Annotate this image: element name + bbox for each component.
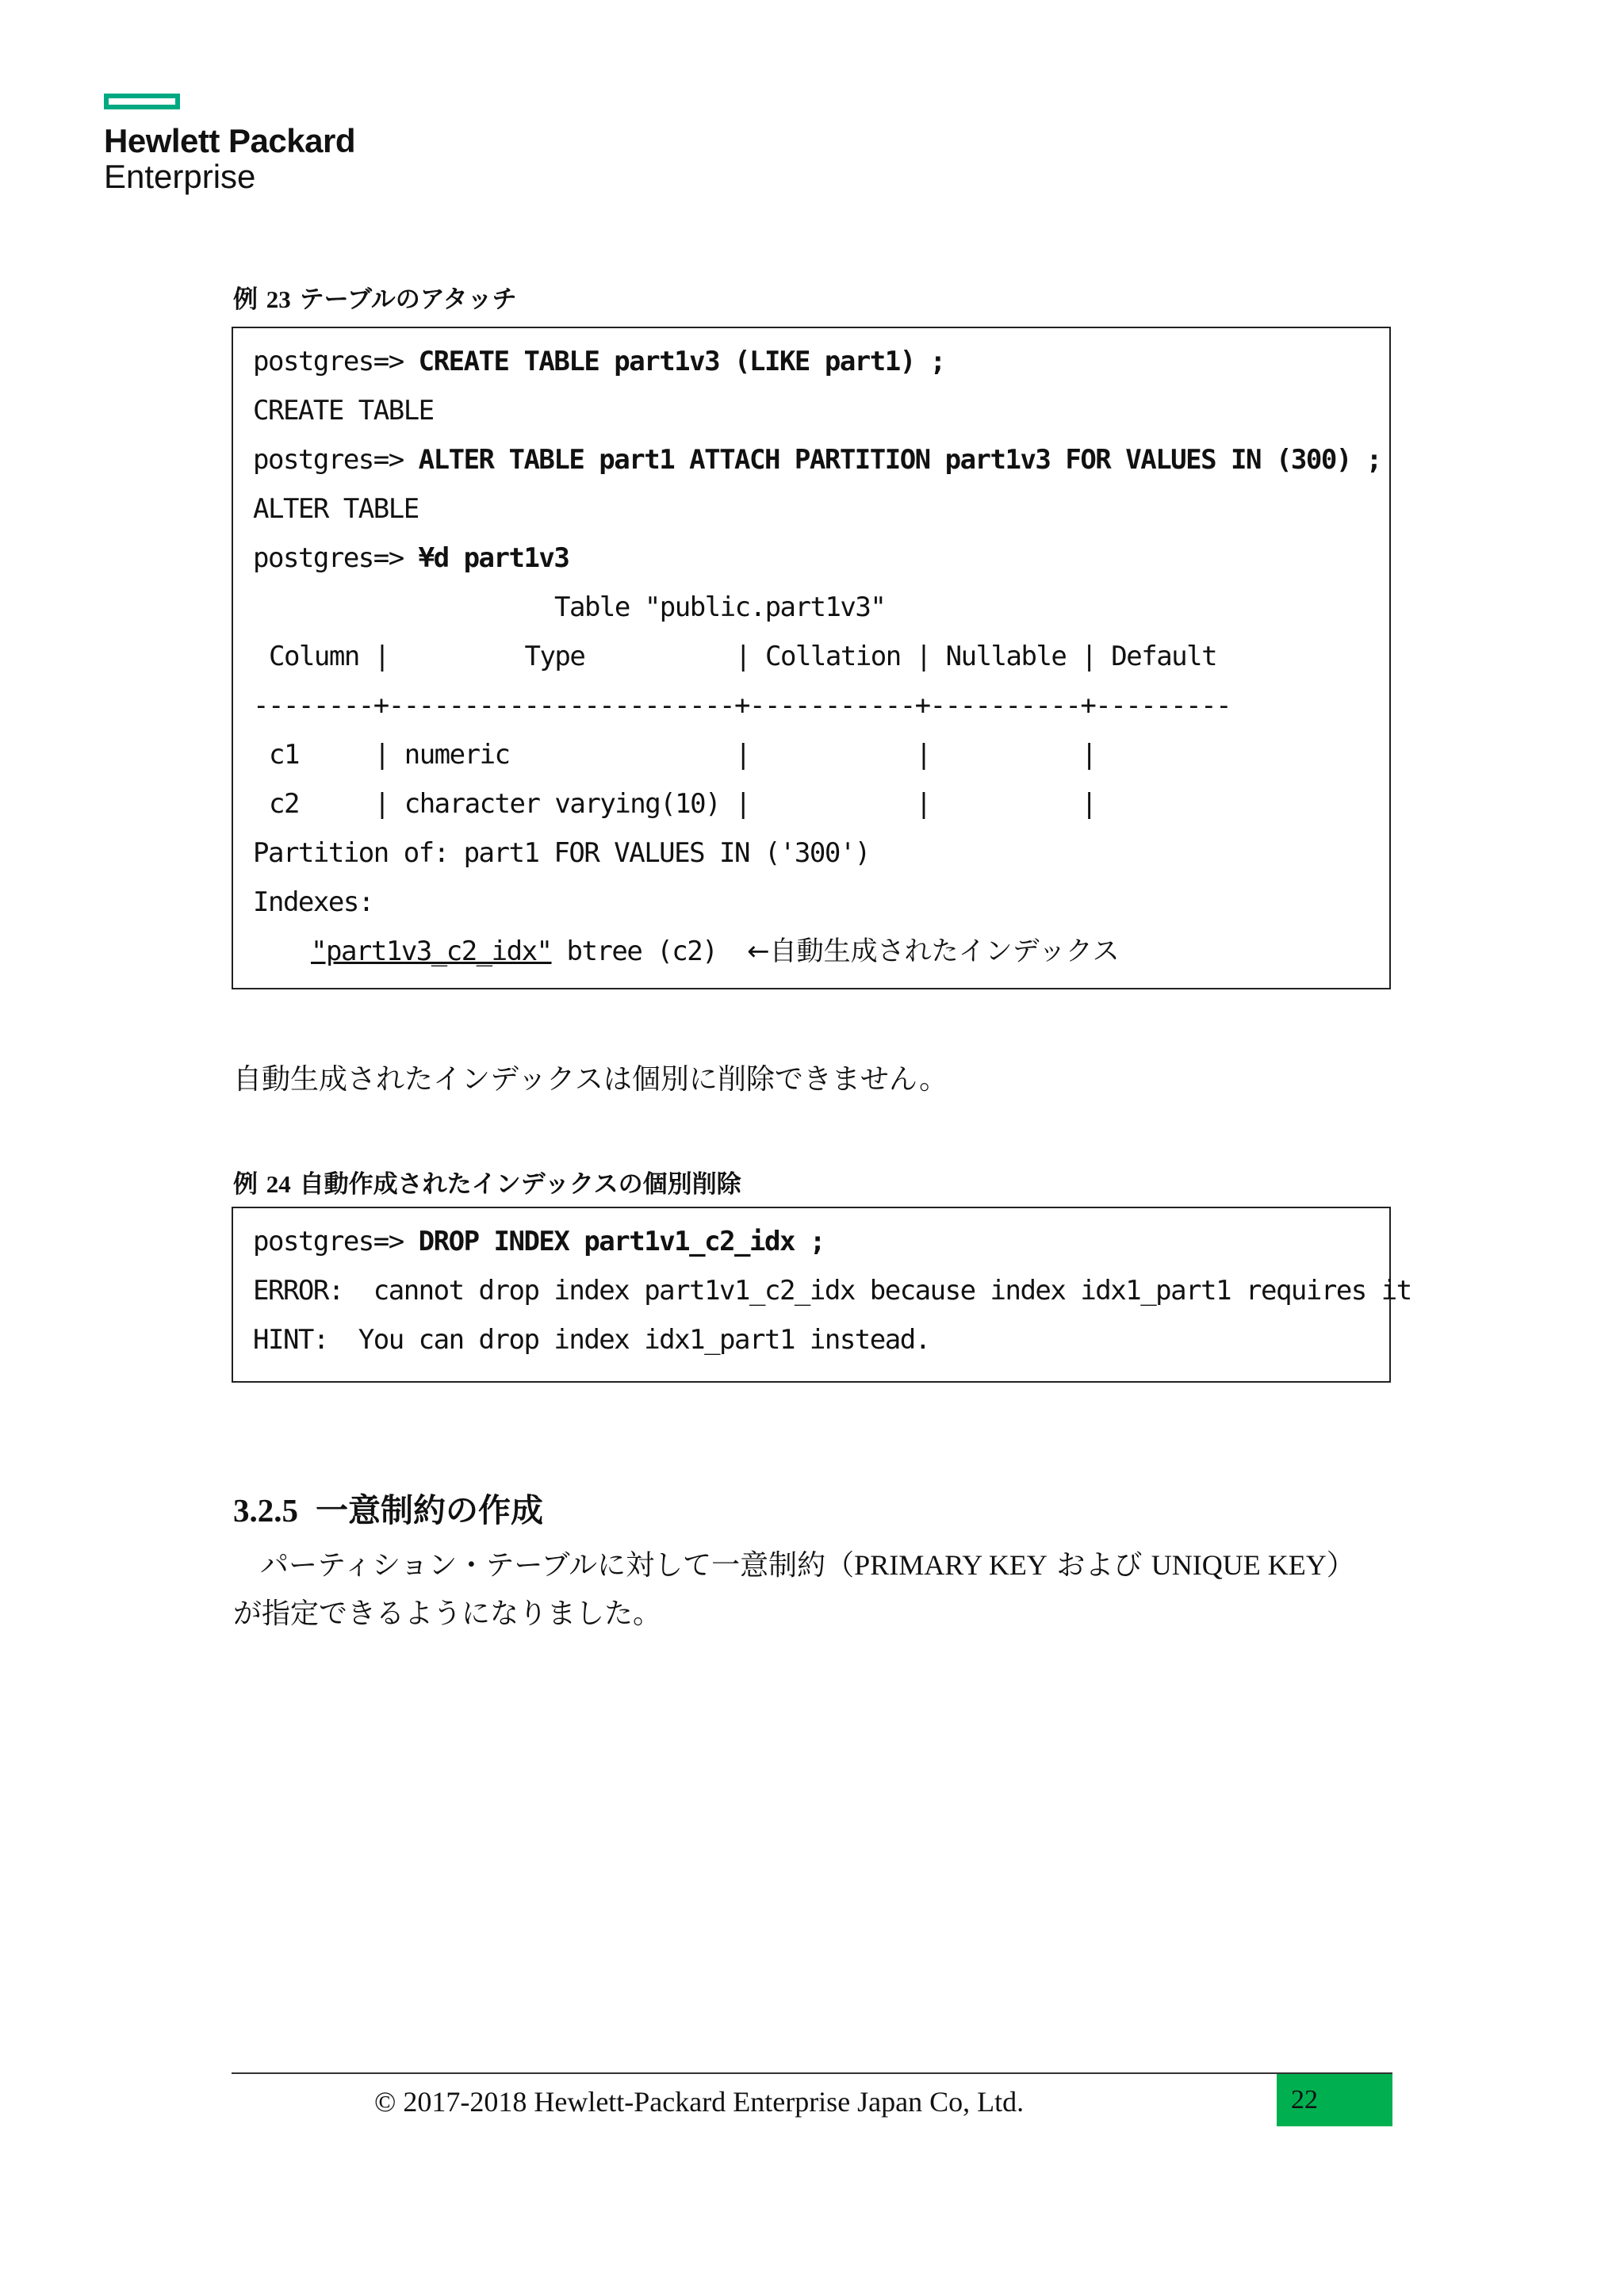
code-line: postgres=> DROP INDEX part1v1_c2_idx ;	[253, 1226, 825, 1257]
caption-number: 23	[266, 285, 291, 313]
caption-number: 24	[266, 1170, 291, 1198]
hpe-logo	[104, 94, 355, 195]
error-line: ERROR: cannot drop index part1v1_c2_idx because index idx1_part1 requires it	[253, 1275, 1411, 1307]
index-name: "part1v3_c2_idx"	[311, 936, 552, 967]
table-title-line: Table "public.part1v3"	[554, 591, 886, 623]
section-title: 一意制約の作成	[316, 1491, 543, 1529]
logo-text-line1: Hewlett Packard	[104, 122, 355, 159]
hint-line: HINT: You can drop index idx1_part1 instead.	[253, 1324, 930, 1356]
index-note: ←自動生成されたインデックス	[747, 936, 1120, 967]
caption-label: 例	[233, 285, 258, 314]
body-paragraph: 自動生成されたインデックスは個別に削除できません。	[233, 1063, 948, 1096]
page-number-box	[1277, 2074, 1392, 2126]
caption-title: 自動作成されたインデックスの個別削除	[299, 1170, 741, 1199]
code-line: Partition of: part1 FOR VALUES IN ('300')	[253, 837, 870, 869]
table-row: c2 | character varying(10) | | |	[269, 788, 1097, 820]
code-line: Indexes:	[253, 886, 373, 918]
code-line: postgres=> ALTER TABLE part1 ATTACH PARTITION part1v3 FOR VALUES IN (300) ;	[253, 444, 1381, 476]
code-line: postgres=> ¥d part1v3	[253, 542, 569, 574]
example-24-code-box	[232, 1207, 1411, 1383]
index-line: "part1v3_c2_idx" btree (c2) ←自動生成されたインデックス	[311, 936, 1120, 967]
code-line: postgres=> CREATE TABLE part1v3 (LIKE part1) ;	[253, 346, 945, 377]
table-separator-line: --------+-----------------------+-----------+----------+---------	[253, 690, 1231, 721]
example-24-caption	[233, 1164, 741, 1200]
caption-title: テーブルのアタッチ	[299, 285, 517, 314]
logo-bar-icon	[104, 94, 180, 109]
section-paragraph-line1: パーティション・テーブルに対して一意制約（PRIMARY KEY および UNIQUE KEY）	[260, 1549, 1355, 1582]
example-23-caption	[233, 279, 517, 315]
caption-label: 例	[233, 1170, 258, 1199]
footer-divider	[232, 2072, 1392, 2074]
example-23-code-box	[232, 327, 1391, 989]
section-paragraph-line2: が指定できるようになりました。	[233, 1598, 662, 1630]
code-line: CREATE TABLE	[253, 395, 434, 427]
table-header-line: Column | Type | Collation | Nullable | Default	[269, 641, 1217, 672]
page-number: 22	[1291, 2085, 1318, 2114]
section-number: 3.2.5	[233, 1492, 298, 1529]
logo-text-line2: Enterprise	[104, 158, 256, 195]
code-line: ALTER TABLE	[253, 493, 419, 525]
footer-copyright: © 2017-2018 Hewlett-Packard Enterprise Japan Co, Ltd.	[374, 2086, 1025, 2118]
section-heading	[233, 1484, 543, 1531]
table-row: c1 | numeric | | |	[269, 739, 1097, 771]
